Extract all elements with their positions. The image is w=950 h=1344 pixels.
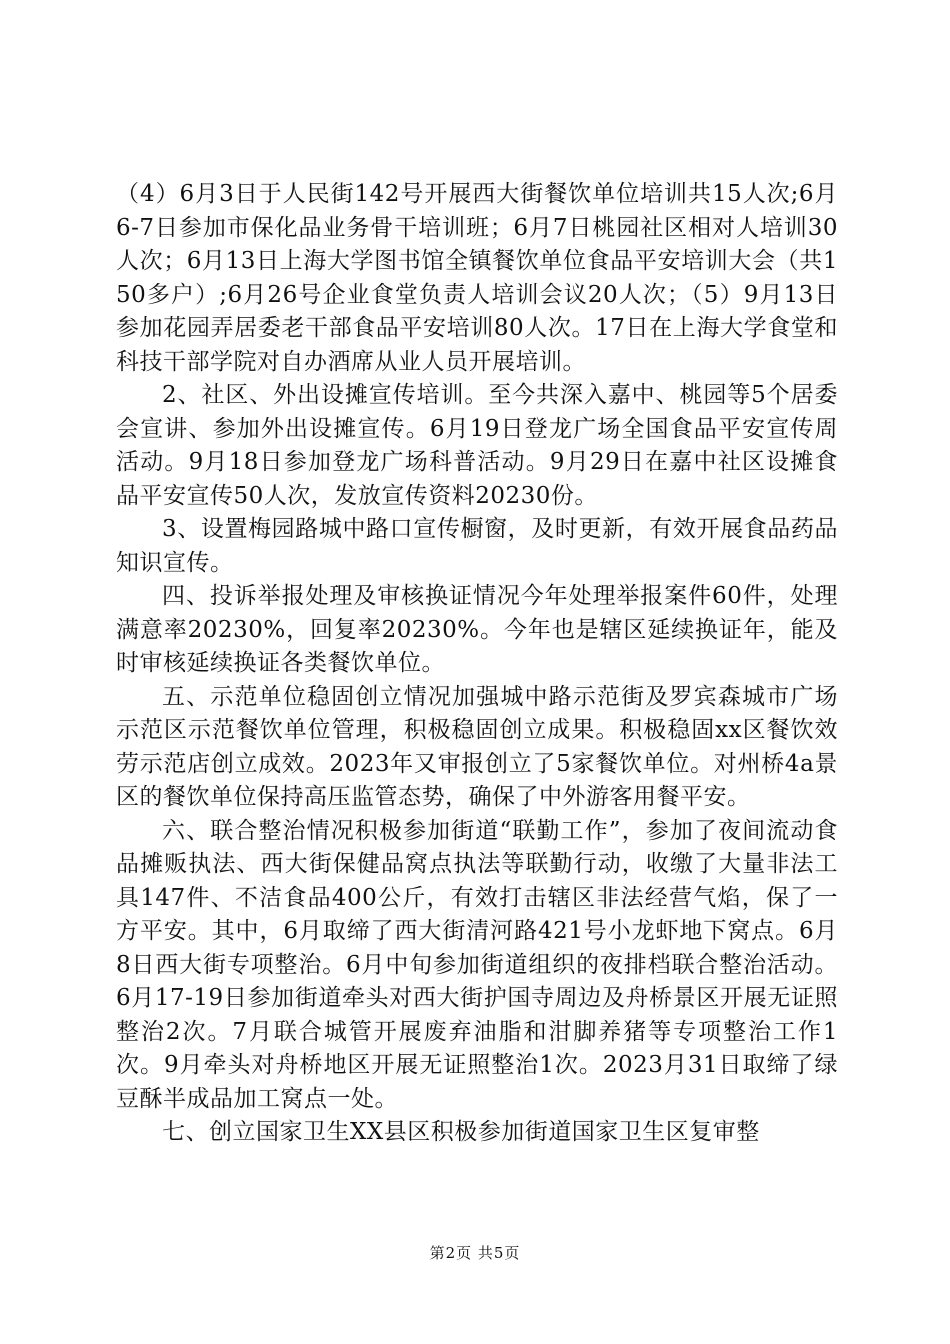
paragraph-training-list: （4）6月3日于人民街142号开展西大街餐饮单位培训共15人次;6月6-7日参加市保化品业务骨干培训班；6月7日桃园社区相对人培训30人次；6月13日上海大学图书馆全镇餐饮单位食品平安培训大会（共150多户）;6月26号企业食堂负责人培训会议20人次；（5）9月13日参加花园弄居委老干部食品平安培训80人次。17日在上海大学食堂和科技干部学院对自办酒席从业人员开展培训。 — [116, 181, 838, 375]
page-footer: 第2页 共5页 — [429, 1244, 521, 1262]
paragraph-complaints: 四、投诉举报处理及审核换证情况今年处理举报案件60件，处理满意率20230%，回复率20230%。今年也是辖区延续换证年，能及时审核延续换证各类餐饮单位。 — [116, 583, 838, 676]
document-body — [116, 178, 838, 1150]
paragraph-national-health: 七、创立国家卫生XX县区积极参加街道国家卫生区复审整 — [162, 1119, 760, 1145]
paragraph-display-window: 3、设置梅园路城中路口宣传橱窗，及时更新，有效开展食品药品知识宣传。 — [116, 516, 838, 576]
paragraph-joint-rectification: 六、联合整治情况积极参加街道“联勤工作”，参加了夜间流动食品摊贩执法、西大街保健品窝点执法等联勤行动，收缴了大量非法工具147件、不洁食品400公斤，有效打击辖区非法经营气焰，保了一方平安。其中，6月取缔了西大街清河路421号小龙虾地下窝点。6月8日西大街专项整治。6月中旬参加街道组织的夜排档联合整治活动。6月17-19日参加街道牵头对西大街护国寺周边及舟桥景区开展无证照整治2次。7月联合城管开展废弃油脂和泔脚养猪等专项整治工作1次。9月牵头对舟桥地区开展无证照整治1次。2023月31日取缔了绿豆酥半成品加工窝点一处。 — [116, 817, 838, 1112]
paragraph-community-outreach: 2、社区、外出设摊宣传培训。至今共深入嘉中、桃园等5个居委会宣讲、参加外出设摊宣传。6月19日登龙广场全国食品平安宣传周活动。9月18日参加登龙广场科普活动。9月29日在嘉中社区设摊食品平安宣传50人次，发放宣传资料20230份。 — [116, 382, 838, 509]
paragraph-model-units: 五、示范单位稳固创立情况加强城中路示范街及罗宾森城市广场示范区示范餐饮单位管理，积极稳固创立成果。积极稳固xx区餐饮效劳示范店创立成效。2023年又审报创立了5家餐饮单位。对州桥4a景区的餐饮单位保持高压监管态势，确保了中外游客用餐平安。 — [116, 683, 838, 810]
